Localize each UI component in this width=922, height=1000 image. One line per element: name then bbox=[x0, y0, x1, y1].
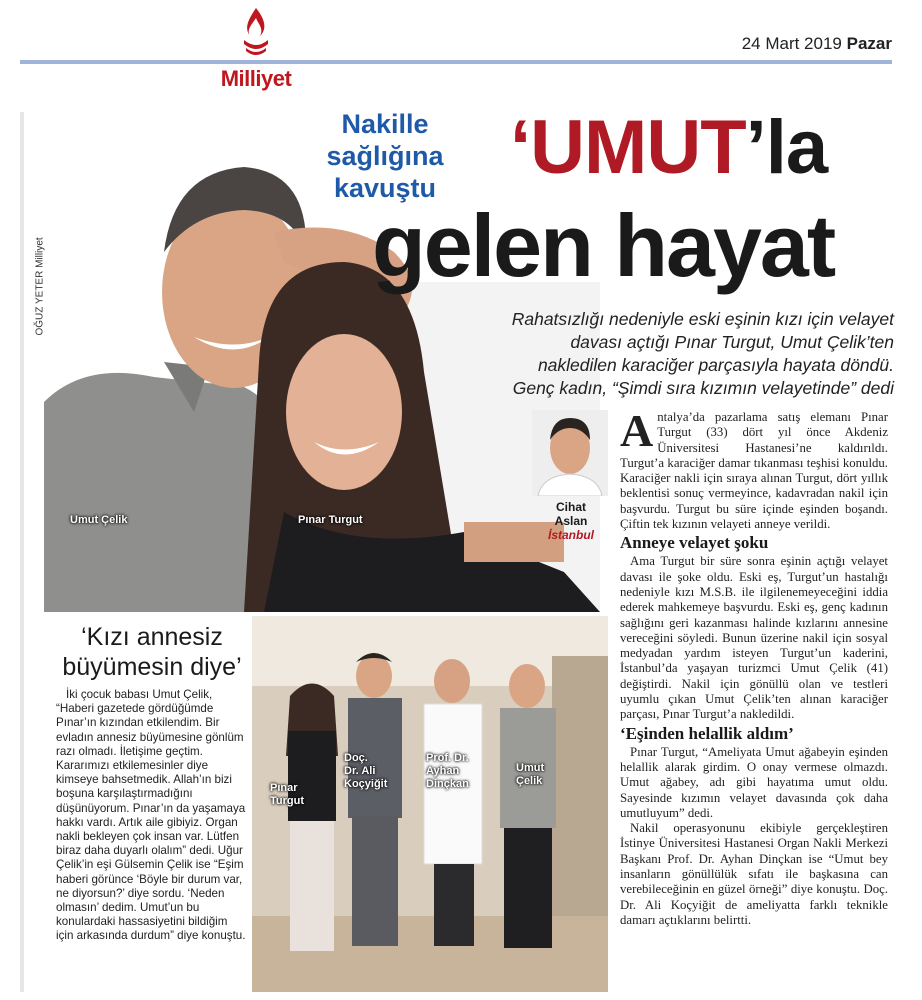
reporter-photo bbox=[532, 410, 608, 496]
photo-credit: OĞUZ YETER Milliyet bbox=[34, 237, 46, 336]
page-margin-rule bbox=[20, 112, 24, 992]
article-paragraph-1: Antalya’da pazarlama satış elemanı Pınar Turgut (33) dört yıl önce Akdeniz Üniversitesi Hastanesi’ne kaldırıldı. Turgut’a karaciğer damar tıkanması teşhisi konuldu. Karaciğer nakli için sıraya alınan Turgut, dört yıllık beklentisi sonuç vermeyince, kadavradan nakil için başvurdu. Turgut bu süre içinde eşinden boşandı. Çiftin tek kızının velayeti anneye verildi. bbox=[620, 405, 888, 532]
milliyet-logo-text: Milliyet bbox=[220, 66, 292, 91]
caption-group-umut-celik: Umut Çelik bbox=[516, 762, 545, 787]
caption-group-ayhan-dinckan: Prof. Dr. Ayhan Dinçkan bbox=[426, 752, 469, 790]
article-paragraph-4: Nakil operasyonunu ekibiyle gerçekleştiren İstinye Üniversitesi Hastanesi Organ Nakli Merkezi Başkanı Prof. Dr. Ayhan Dinçkan ise “Umut bey insanların gönüllülük sıfatı ile başkasına can verebileceğinin en güzel örneği” diye konuştu. Doç. Dr. Ali Koçyiğit de ameliyatta farklı teknikle damarı açtıklarını belirtti. bbox=[620, 821, 888, 927]
article-body bbox=[620, 405, 888, 928]
caption-group-pinar-turgut: Pınar Turgut bbox=[270, 782, 305, 807]
sidebar-text: İki çocuk babası Umut Çelik, “Haberi gazetede gördüğümde Pınar’ın kızından etkilendim. Bir evladın annesiz büyümesine gönlüm razı olmadı. İletişime geçtim. Kararımızı etkilemesinler diye kimseye bahsetmedik. Allah’ın bizi boşuna karşılaştırmadığını düşünüyorum. Pınar’ın da yaşamaya hakkı vardı. Artık aile gibiyiz. Organ nakli bekleyen çok insan var. Lütfen biraz daha duyarlı olalım” dedi. Uğur Çelik’in eşi Gülsemin Çelik ise “Eşim haberi görünce ‘Böyle bir durum var, ne diyorsun?’ diye sordu. ‘Neden olmasın’ dedim. Umut’un bu konulardaki hassasiyetini bildiğim için arkasında durdum” diye konuştu. bbox=[56, 688, 246, 943]
headline-line-2: gelen hayat bbox=[372, 196, 835, 295]
article-deck: Rahatsızlığı nedeniyle eski eşinin kızı için velayet davası açtığı Pınar Turgut, Umut Çelik’ten nakledilen karaciğer parçasıyla hayata döndü. Genç kadın, “Şimdi sıra kızımın velayetinde” dedi bbox=[511, 309, 894, 398]
headline-kicker: Nakille sağlığına kavuştu bbox=[326, 109, 444, 203]
article-paragraph-2: Ama Turgut bir süre sonra eşinin açtığı velayet davası ile şoke oldu. Eski eş, Turgut’un hastalığı nedeniyle kızı M.S.B. ile ilgilenemeyeceğini iddia ederek mahkemeye başvurdu. Eski eş, genç kadının sağlığını geri kazanması halinde kızlarını annesine vereceğini söyledi. Bunun üzerine nakil için sosyal medyadan yardım isteyen Turgut’un kaderini, İstanbul’da yaşayan turizmci Umut Çelik (41) değiştirdi. Nakil için gönüllü olan ve testleri uyumlu çıkan Umut Çelik’ten alınan karaciğer parçası, Pınar Turgut’a nakledildi. bbox=[620, 554, 888, 722]
caption-group-ali-kocyigit: Doç. Dr. Ali Koçyiğit bbox=[344, 752, 388, 790]
article-subhead-2: ‘Eşinden helallik aldım’ bbox=[620, 723, 794, 743]
caption-pinar-turgut: Pınar Turgut bbox=[298, 514, 363, 526]
group-photo bbox=[252, 616, 608, 992]
caption-umut-celik: Umut Çelik bbox=[70, 514, 128, 526]
reporter-byline: Cihat Aslan İstanbul bbox=[547, 500, 594, 542]
issue-day: Pazar bbox=[846, 34, 892, 53]
dateline bbox=[742, 34, 892, 54]
article-subhead-1: Anneye velayet şoku bbox=[620, 533, 769, 553]
drop-cap: A bbox=[620, 405, 654, 456]
sidebar-title: ‘Kızı annesiz büyümesin diye’ bbox=[62, 623, 242, 681]
article-paragraph-3: Pınar Turgut, “Ameliyata Umut ağabeyin eşinden helallik alarak girdim. O onay vermese olmazdı. Umut ağabey, adı gibi hayatıma umut oldu. Sayesinde kızımın velayet davasında çok daha umutluyum” dedi. bbox=[620, 744, 888, 820]
issue-date: 24 Mart 2019 bbox=[741, 34, 842, 53]
headline-line-1: ‘UMUT’la bbox=[510, 105, 828, 190]
milliyet-flame-logo-icon bbox=[236, 6, 276, 62]
header-rule bbox=[20, 60, 892, 64]
